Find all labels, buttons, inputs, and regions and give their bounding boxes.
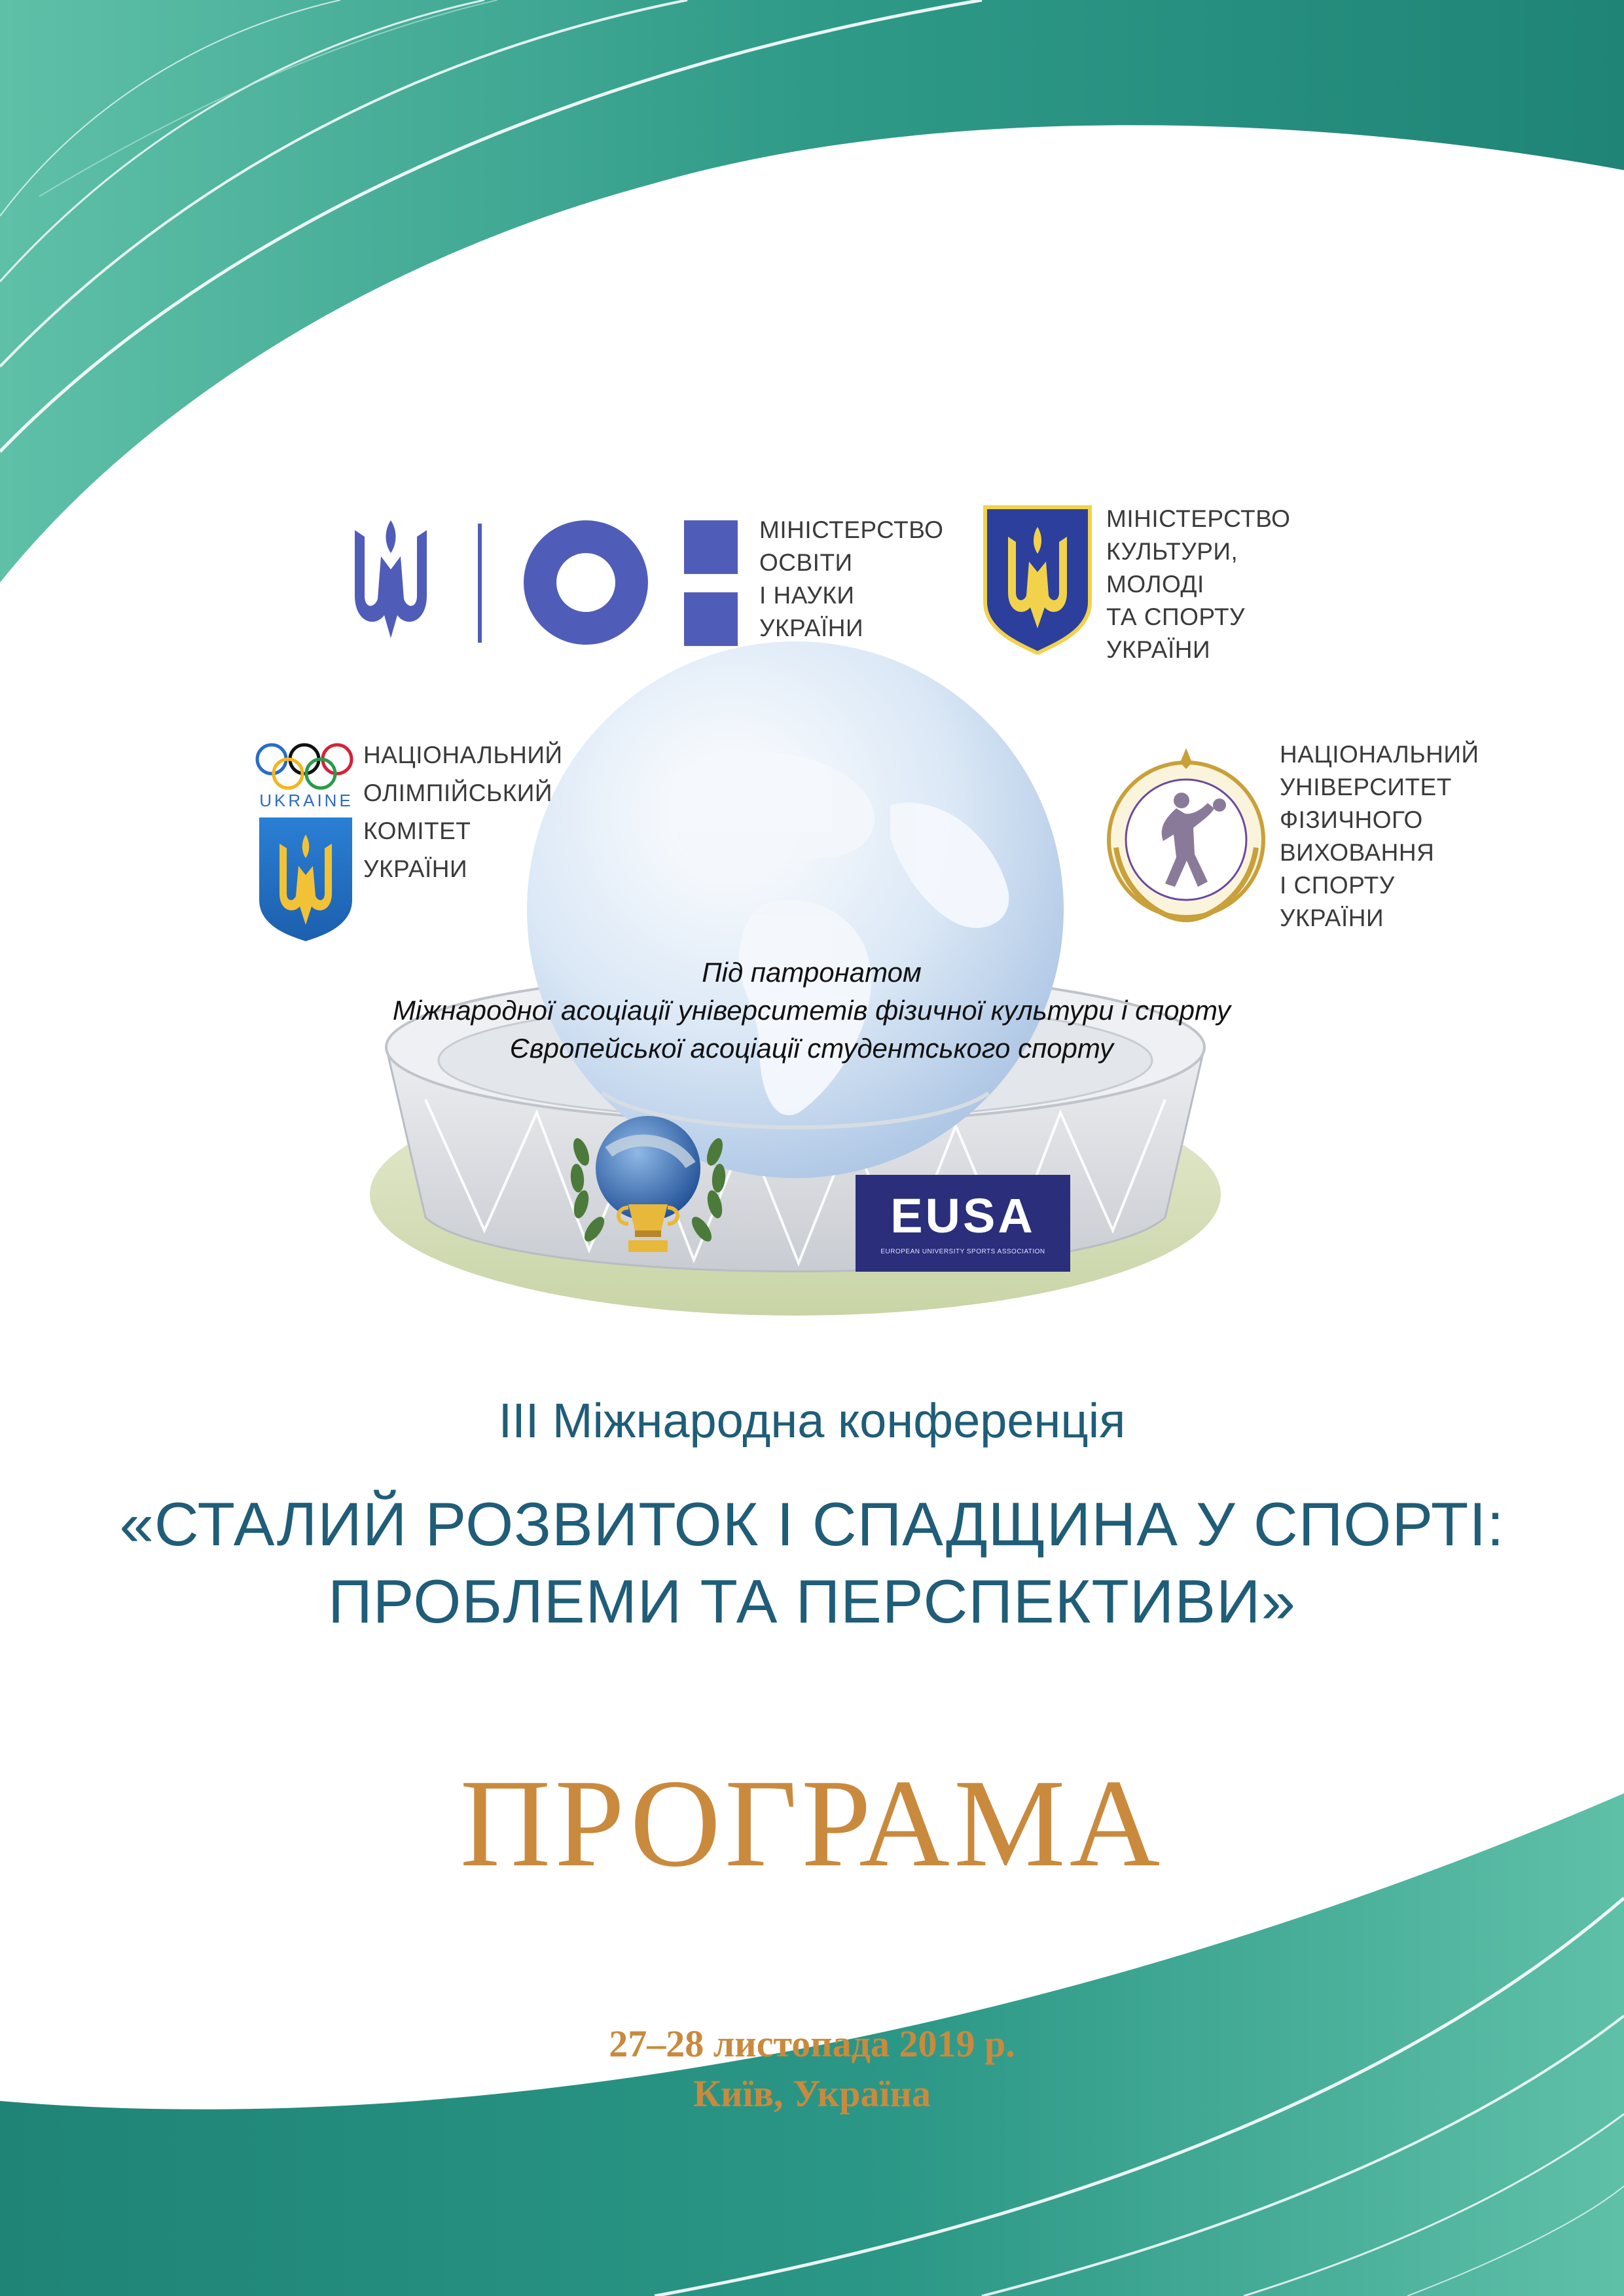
conference-title-line: ПРОБЛЕМИ ТА ПЕРСПЕКТИВИ»	[328, 1567, 1296, 1636]
university-name-line: ВИХОВАННЯ	[1280, 839, 1435, 866]
noc-rings-caption: UKRAINE	[259, 791, 353, 810]
mkms-name-line: МОЛОДІ	[1106, 571, 1204, 598]
logo-divider	[478, 524, 482, 643]
noc-shield-icon	[257, 815, 355, 942]
noc-name-line: ОЛІМПІЙСЬКИЙ	[363, 780, 552, 806]
noc-name-line: КОМІТЕТ	[363, 817, 471, 844]
eusa-tagline: EUROPEAN UNIVERSITY SPORTS ASSOCIATION	[880, 1248, 1045, 1255]
patronage-line: Європейської асоціації студентського спорту	[510, 1033, 1113, 1064]
mon-name	[759, 514, 943, 645]
mkms-name	[1106, 503, 1290, 666]
olympic-rings-icon	[252, 740, 357, 792]
conference-title	[0, 1486, 1624, 1640]
laurel-globe-trophy-icon	[563, 1106, 733, 1270]
eusa-logo-icon	[856, 1175, 1070, 1272]
patronage-line: Міжнародної асоціації університетів фізичної культури і спорту	[392, 995, 1231, 1026]
mkms-name-line: МІНІСТЕРСТВО	[1106, 505, 1291, 532]
mkms-name-line: КУЛЬТУРИ,	[1106, 538, 1238, 565]
conference-title-line: «СТАЛИЙ РОЗВИТОК І СПАДЩИНА У СПОРТІ:	[119, 1490, 1505, 1558]
document-title: ПРОГРАМА	[460, 1753, 1164, 1893]
noc-name	[363, 736, 563, 888]
university-name-line: НАЦІОНАЛЬНИЙ	[1280, 741, 1479, 768]
university-name-line: УКРАЇНИ	[1280, 905, 1384, 931]
mkms-name-line: ТА СПОРТУ	[1106, 603, 1246, 630]
event-location: Київ, Україна	[693, 2072, 931, 2115]
mon-logo-mark	[524, 517, 746, 648]
trident-icon	[348, 517, 433, 648]
event-date-location	[0, 2019, 1624, 2119]
mkms-name-line: УКРАЇНИ	[1106, 636, 1211, 663]
discobolus-seal-icon	[1103, 743, 1270, 929]
eusa-wordmark: EUSA	[890, 1189, 1036, 1243]
university-name-line: УНІВЕРСИТЕТ	[1280, 774, 1452, 800]
patronage-line: Під патронатом	[702, 957, 922, 988]
mon-name-line: ОСВІТИ	[759, 549, 853, 576]
noc-name-line: УКРАЇНИ	[363, 855, 468, 882]
university-name-line: І СПОРТУ	[1280, 872, 1395, 899]
patronage-text	[288, 954, 1335, 1067]
coat-of-arms-icon	[982, 504, 1093, 655]
conference-label: ІІІ Міжнародна конференція	[498, 1393, 1126, 1448]
mon-name-line: МІНІСТЕРСТВО	[759, 516, 944, 543]
university-name-line: ФІЗИЧНОГО	[1280, 806, 1423, 833]
mon-name-line: УКРАЇНИ	[759, 615, 864, 641]
event-date: 27–28 листопада 2019 р.	[609, 2022, 1015, 2065]
noc-name-line: НАЦІОНАЛЬНИЙ	[363, 742, 563, 768]
mon-name-line: І НАУКИ	[759, 582, 855, 609]
university-name	[1280, 738, 1479, 935]
